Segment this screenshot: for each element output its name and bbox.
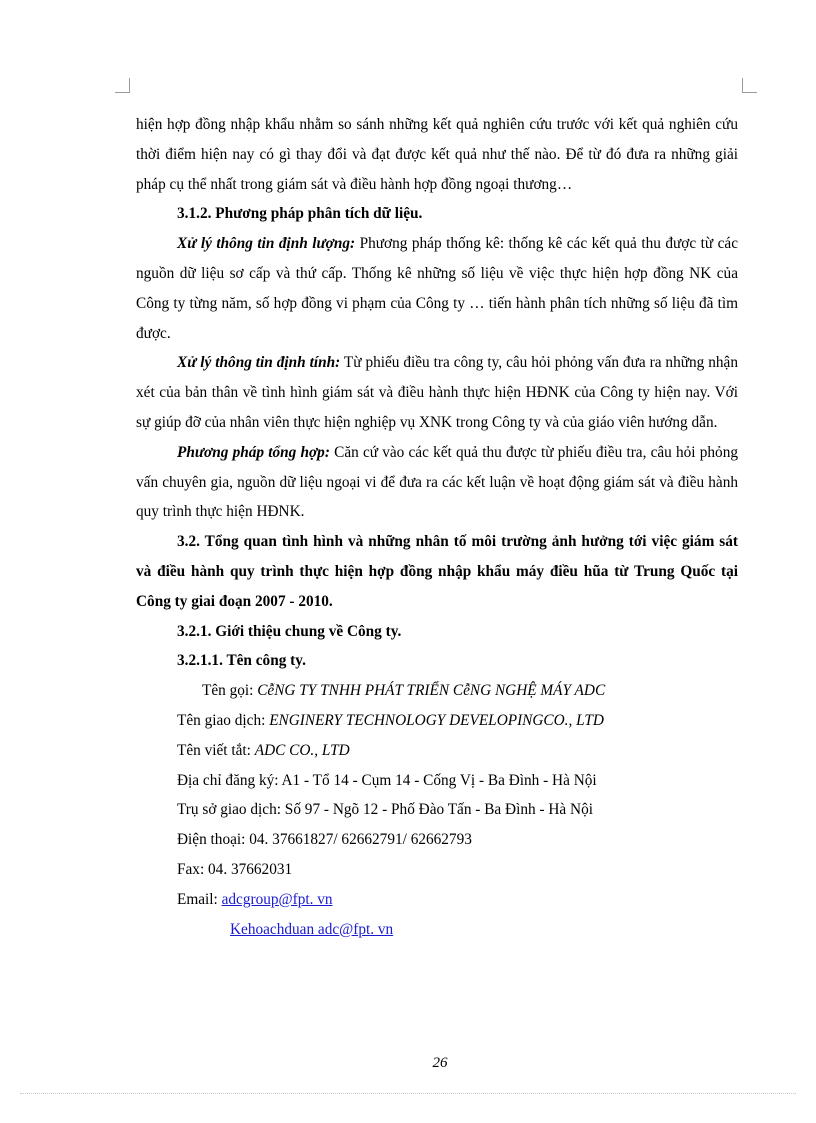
email-link-2[interactable]: Kehoachduan adc@fpt. vn	[230, 920, 394, 938]
page-number: 26	[432, 1055, 448, 1071]
email-line	[136, 885, 738, 915]
company-name-value: CễNG TY TNHH PHÁT TRIỂN CễNG NGHỆ MÁY ADC	[257, 682, 606, 700]
company-name-line	[136, 676, 738, 706]
synthesis-text: Căn cứ vào các kết quả thu được từ phiếu điều tra, câu hỏi phỏng vấn chuyên gia, nguồn dữ liệu ngoại vi để đưa ra các kết luận về hoạt động giám sát và điều hành quy trình thực hiện HĐNK.	[136, 443, 738, 521]
intro-paragraph: hiện hợp đồng nhập khẩu nhằm so sánh những kết quả nghiên cứu trước với kết quả nghiên cứu thời điểm hiện nay có gì thay đổi và đạt được kết quả như thế nào. Để từ đó đưa ra những giải pháp cụ thể nhất trong giám sát và điều hành hợp đồng ngoại thương…	[136, 116, 738, 193]
quantitative-text: Phương pháp thống kê: thống kê các kết quả thu được từ các nguồn dữ liệu sơ cấp và thứ cấp. Thống kê những số liệu về việc thực hiện hợp đồng NK của Công ty từng năm, số hợp đồng vi phạm của Công ty … tiến hành phân tích những số liệu đã tìm được.	[136, 235, 738, 342]
email-line-2	[136, 915, 738, 945]
phone-line: Điện thoại: 04. 37661827/ 62662791/ 62662793	[177, 831, 472, 849]
short-name-line	[136, 736, 738, 766]
registered-address: Địa chỉ đăng ký: A1 - Tổ 14 - Cụm 14 - Cống Vị - Ba Đình - Hà Nội	[177, 771, 597, 789]
heading-3-1-2: 3.1.2. Phương pháp phân tích dữ liệu.	[177, 205, 423, 223]
bottom-divider	[20, 1093, 796, 1094]
qualitative-paragraph	[136, 348, 738, 437]
trade-name-line	[136, 706, 738, 736]
email-label: Email:	[177, 890, 222, 908]
qualitative-label: Xử lý thông tin định tính:	[177, 354, 341, 372]
crop-mark-top-left	[115, 78, 130, 93]
quantitative-paragraph	[136, 229, 738, 348]
heading-3-2: 3.2. Tổng quan tình hình và những nhân tố môi trường ảnh hưởng tới việc giám sát và điều hành quy trình thực hiện hợp đồng nhập khẩu máy điều hũa từ Trung Quốc tại Công ty giai đoạn 2007 - 2010.	[136, 533, 738, 610]
trade-name-value: ENGINERY TECHNOLOGY DEVELOPINGCO., LTD	[269, 711, 604, 729]
email-link-1[interactable]: adcgroup@fpt. vn	[221, 890, 333, 908]
office-address: Trụ sở giao dịch: Số 97 - Ngõ 12 - Phố Đào Tấn - Ba Đình - Hà Nội	[177, 801, 593, 819]
qualitative-text: Từ phiếu điều tra công ty, câu hỏi phỏng vấn đưa ra những nhận xét của bản thân về tình hình giám sát và điều hành thực hiện HĐNK của Công ty hiện nay. Với sự giúp đỡ của nhân viên thực hiện nghiệp vụ XNK trong Công ty và của giáo viên hướng dẫn.	[136, 354, 738, 431]
synthesis-paragraph	[136, 438, 738, 527]
synthesis-label: Phương pháp tổng hợp:	[177, 443, 330, 461]
heading-3-2-1: 3.2.1. Giới thiệu chung về Công ty.	[177, 622, 402, 640]
fax-line: Fax: 04. 37662031	[177, 860, 293, 878]
heading-3-2-1-1: 3.2.1.1. Tên công ty.	[177, 652, 306, 670]
crop-mark-top-right	[742, 78, 757, 93]
quantitative-label: Xử lý thông tin định lượng:	[177, 235, 356, 253]
short-name-label: Tên viết tắt:	[177, 741, 255, 759]
company-name-label: Tên gọi:	[202, 682, 258, 700]
short-name-value: ADC CO., LTD	[254, 741, 350, 759]
trade-name-label: Tên giao dịch:	[177, 711, 270, 729]
body-text	[136, 110, 738, 944]
